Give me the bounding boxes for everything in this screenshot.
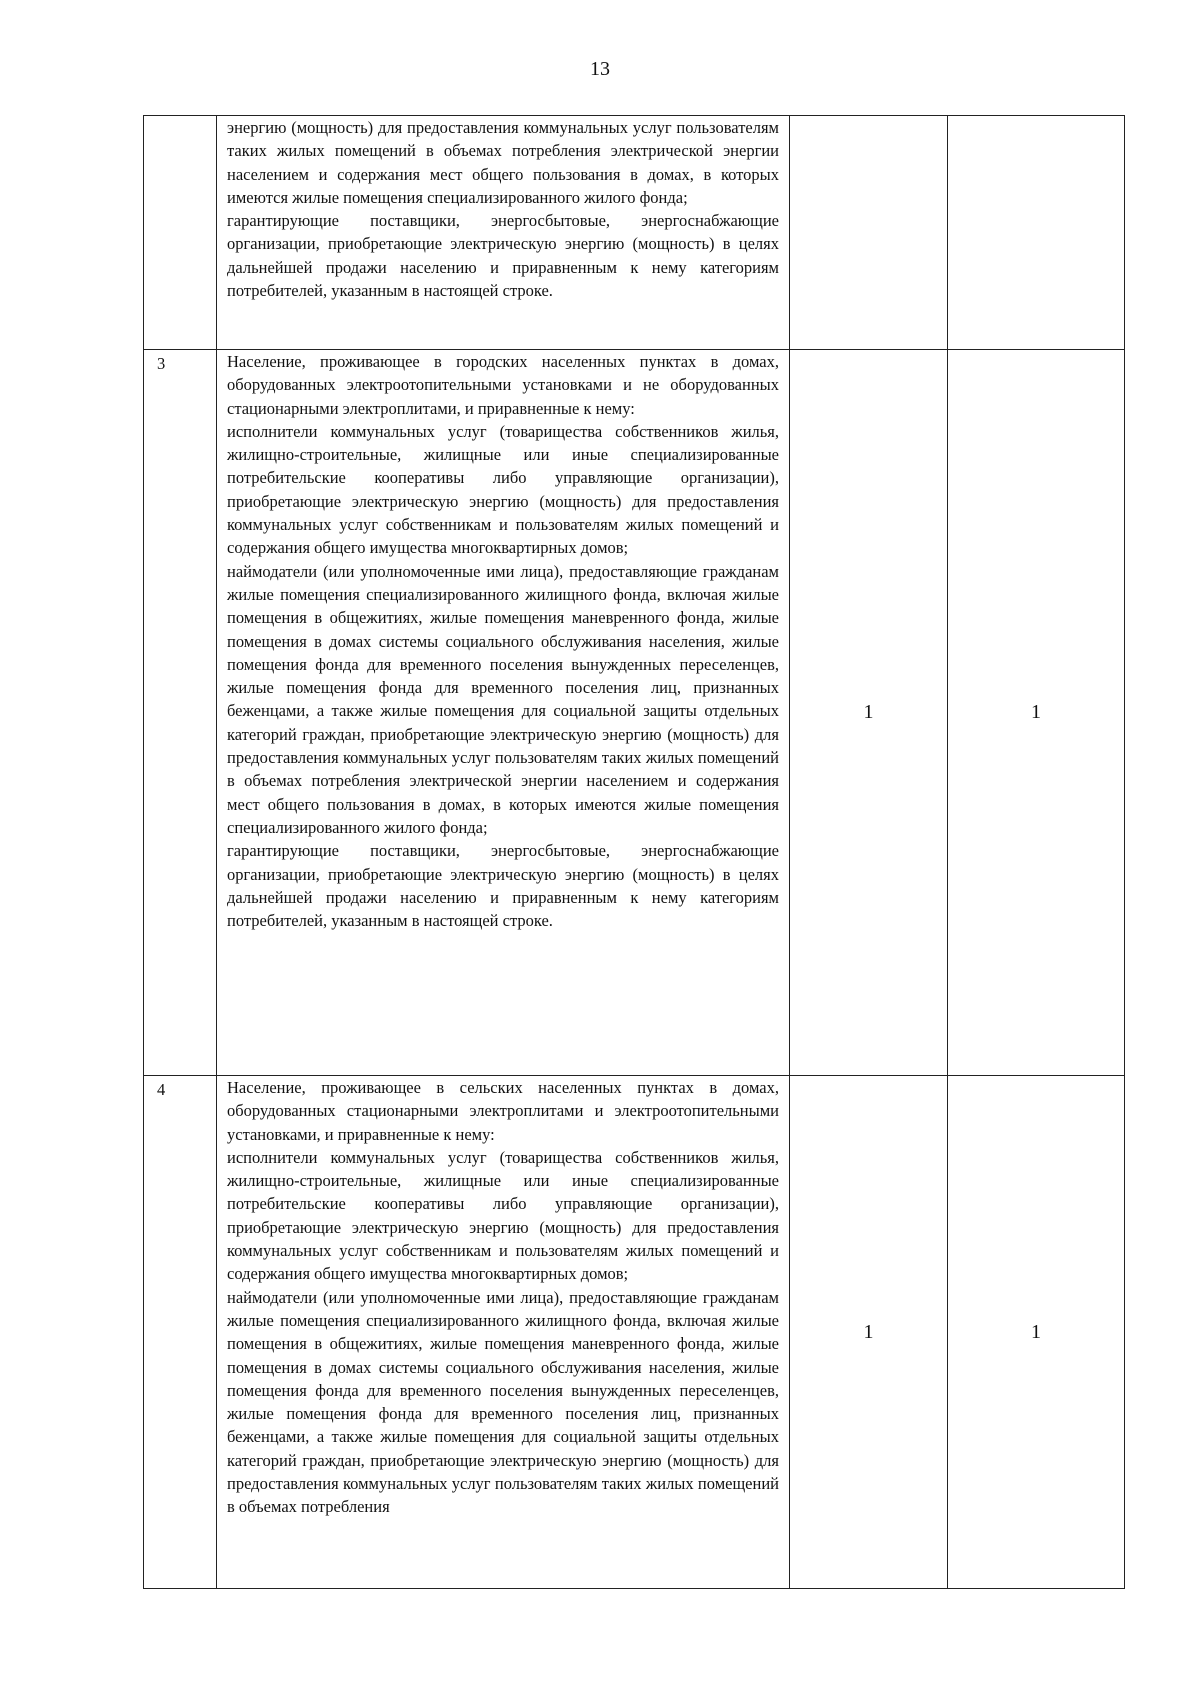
- row-paragraph: наймодатели (или уполномоченные ими лица), предоставляющие гражданам жилые помещения специализированного жилищного фонда, включая жилые помещения в общежитиях, жилые помещения маневренного фонда, жилые помещения в домах системы социального обслуживания населения, жилые помещения фонда для временного поселения вынужденных переселенцев, жилые помещения фонда для временного поселения лиц, признанных беженцами, а также жилые помещения для социальной защиты отдельных категорий граждан, приобретающие электрическую энергию (мощность) для предоставления коммунальных услуг пользователям таких жилых помещений в объемах потребления электрической энергии населением и содержания мест общего пользования в домах, в которых имеются жилые помещения специализированного жилого фонда;: [227, 561, 779, 837]
- value-2-cell: 1: [948, 1076, 1125, 1589]
- value-1-cell: 1: [790, 350, 948, 1076]
- row-text-cell: [217, 1076, 790, 1589]
- value-2-cell: 1: [948, 350, 1125, 1076]
- page-number: 13: [590, 58, 610, 80]
- row-text-cell: [217, 116, 790, 350]
- row-paragraph: исполнители коммунальных услуг (товарищества собственников жилья, жилищно-строительные, жилищные или иные специализированные потребительские кооперативы либо управляющие организации), приобретающие электрическую энергию (мощность) для предоставления коммунальных услуг собственникам и пользователям жилых помещений и содержания общего имущества многоквартирных домов;: [227, 421, 779, 558]
- row-text-cell: [217, 350, 790, 1076]
- row-number: [144, 116, 216, 118]
- row-number: 3: [157, 354, 166, 373]
- row-number-cell: [144, 350, 217, 1076]
- value-2-cell: [948, 116, 1125, 350]
- table-row: [144, 116, 1125, 350]
- row-paragraph: Население, проживающее в сельских населенных пунктах в домах, оборудованных стационарными электроплитами и электроотопительными установками, и приравненные к нему:: [227, 1078, 779, 1144]
- value-1-cell: [790, 116, 948, 350]
- row-paragraph: исполнители коммунальных услуг (товарищества собственников жилья, жилищно-строительные, жилищные или иные специализированные потребительские кооперативы либо управляющие организации), приобретающие электрическую энергию (мощность) для предоставления коммунальных услуг собственникам и пользователям жилых помещений и содержания общего имущества многоквартирных домов;: [227, 1147, 779, 1284]
- row-paragraph: Население, проживающее в городских населенных пунктах в домах, оборудованных электроотопительными установками и не оборудованных стационарными электроплитами, и приравненные к нему:: [227, 352, 779, 418]
- table-row: [144, 1076, 1125, 1589]
- value-1-cell: 1: [790, 1076, 948, 1589]
- table-row: [144, 350, 1125, 1076]
- row-paragraph: энергию (мощность) для предоставления коммунальных услуг пользователям таких жилых помещений в объемах потребления электрической энергии населением и содержания мест общего пользования в домах, в которых имеются жилые помещения специализированного жилого фонда;: [227, 118, 779, 207]
- row-number-cell: [144, 1076, 217, 1589]
- tariff-table: [143, 115, 1125, 1589]
- row-paragraph: гарантирующие поставщики, энергосбытовые, энергоснабжающие организации, приобретающие электрическую энергию (мощность) в целях дальнейшей продажи населению и приравненным к нему категориям потребителей, указанным в настоящей строке.: [227, 211, 779, 301]
- row-number: 4: [157, 1080, 166, 1099]
- row-number-cell: [144, 116, 217, 350]
- row-paragraph: наймодатели (или уполномоченные ими лица), предоставляющие гражданам жилые помещения специализированного жилищного фонда, включая жилые помещения в общежитиях, жилые помещения маневренного фонда, жилые помещения в домах системы социального обслуживания населения, жилые помещения фонда для временного поселения вынужденных переселенцев, жилые помещения фонда для временного поселения лиц, признанных беженцами, а также жилые помещения для социальной защиты отдельных категорий граждан, приобретающие электрическую энергию (мощность) для предоставления коммунальных услуг пользователям таких жилых помещений в объемах потребления: [227, 1287, 779, 1517]
- row-paragraph: гарантирующие поставщики, энергосбытовые, энергоснабжающие организации, приобретающие электрическую энергию (мощность) в целях дальнейшей продажи населению и приравненным к нему категориям потребителей, указанным в настоящей строке.: [227, 841, 779, 931]
